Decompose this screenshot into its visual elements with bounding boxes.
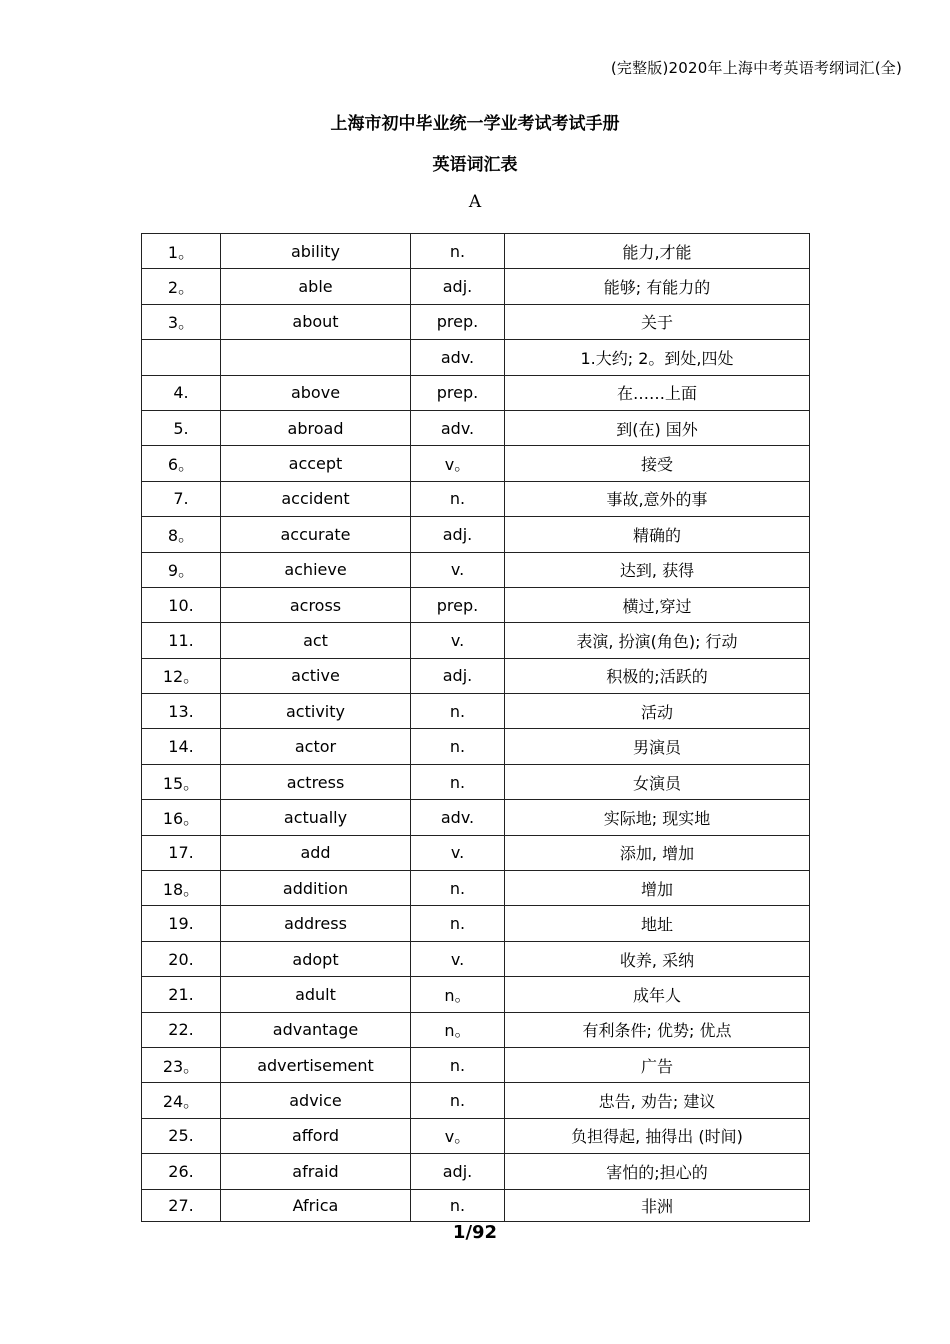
part-of-speech: v. [411, 623, 505, 658]
table-row [142, 446, 810, 481]
definition: 事故,意外的事 [505, 481, 810, 516]
definition: 地址 [505, 906, 810, 941]
part-of-speech: v. [411, 835, 505, 870]
part-of-speech: adj. [411, 658, 505, 693]
part-of-speech: adv. [411, 340, 505, 375]
table-row [142, 1012, 810, 1047]
table-row [142, 977, 810, 1012]
entry-number: 18。 [142, 871, 221, 906]
definition: 到(在) 国外 [505, 410, 810, 445]
definition: 接受 [505, 446, 810, 481]
definition: 积极的;活跃的 [505, 658, 810, 693]
word: about [221, 304, 411, 339]
word [221, 340, 411, 375]
table-row [142, 658, 810, 693]
word: abroad [221, 410, 411, 445]
word: address [221, 906, 411, 941]
word: actually [221, 800, 411, 835]
vocabulary-table [141, 233, 810, 1222]
part-of-speech: n. [411, 1083, 505, 1118]
word: ability [221, 234, 411, 269]
word: accurate [221, 517, 411, 552]
table-row [142, 800, 810, 835]
entry-number: 4. [142, 375, 221, 410]
definition: 关于 [505, 304, 810, 339]
part-of-speech: n. [411, 729, 505, 764]
word: activity [221, 694, 411, 729]
table-row [142, 481, 810, 516]
entry-number: 21. [142, 977, 221, 1012]
definition: 实际地; 现实地 [505, 800, 810, 835]
table-row [142, 871, 810, 906]
definition: 能力,才能 [505, 234, 810, 269]
table-row [142, 729, 810, 764]
word: accept [221, 446, 411, 481]
definition: 达到, 获得 [505, 552, 810, 587]
entry-number: 11. [142, 623, 221, 658]
definition: 横过,穿过 [505, 587, 810, 622]
entry-number: 19. [142, 906, 221, 941]
word: advantage [221, 1012, 411, 1047]
table-row [142, 694, 810, 729]
definition: 有利条件; 优势; 优点 [505, 1012, 810, 1047]
part-of-speech: prep. [411, 304, 505, 339]
definition: 表演, 扮演(角色); 行动 [505, 623, 810, 658]
part-of-speech: v. [411, 941, 505, 976]
word: act [221, 623, 411, 658]
part-of-speech: prep. [411, 375, 505, 410]
entry-number: 16。 [142, 800, 221, 835]
entry-number: 13. [142, 694, 221, 729]
entry-number: 10. [142, 587, 221, 622]
entry-number: 14. [142, 729, 221, 764]
definition: 收养, 采纳 [505, 941, 810, 976]
part-of-speech: n. [411, 694, 505, 729]
entry-number: 7. [142, 481, 221, 516]
table-row [142, 1118, 810, 1153]
word: advertisement [221, 1047, 411, 1082]
table-row [142, 1047, 810, 1082]
part-of-speech: n。 [411, 977, 505, 1012]
table-row [142, 835, 810, 870]
definition: 1.大约; 2。到处,四处 [505, 340, 810, 375]
word: afford [221, 1118, 411, 1153]
part-of-speech: v。 [411, 1118, 505, 1153]
word: Africa [221, 1189, 411, 1221]
entry-number: 12。 [142, 658, 221, 693]
word: achieve [221, 552, 411, 587]
definition: 害怕的;担心的 [505, 1154, 810, 1189]
part-of-speech: adj. [411, 1154, 505, 1189]
word: actor [221, 729, 411, 764]
word: advice [221, 1083, 411, 1118]
word: above [221, 375, 411, 410]
entry-number: 20. [142, 941, 221, 976]
word: addition [221, 871, 411, 906]
word: active [221, 658, 411, 693]
table-row [142, 1189, 810, 1221]
entry-number: 2。 [142, 269, 221, 304]
vocabulary-table-body [142, 234, 810, 1222]
section-letter: A [468, 192, 482, 212]
entry-number: 3。 [142, 304, 221, 339]
entry-number: 22. [142, 1012, 221, 1047]
entry-number: 17. [142, 835, 221, 870]
entry-number: 8。 [142, 517, 221, 552]
part-of-speech: adv. [411, 410, 505, 445]
entry-number: 1。 [142, 234, 221, 269]
definition: 忠告, 劝告; 建议 [505, 1083, 810, 1118]
definition: 非洲 [505, 1189, 810, 1221]
entry-number: 24。 [142, 1083, 221, 1118]
part-of-speech: adv. [411, 800, 505, 835]
table-row [142, 941, 810, 976]
definition: 精确的 [505, 517, 810, 552]
part-of-speech: prep. [411, 587, 505, 622]
part-of-speech: n。 [411, 1012, 505, 1047]
table-row [142, 764, 810, 799]
table-row [142, 623, 810, 658]
definition: 成年人 [505, 977, 810, 1012]
word: adopt [221, 941, 411, 976]
part-of-speech: v。 [411, 446, 505, 481]
table-row [142, 234, 810, 269]
entry-number: 27. [142, 1189, 221, 1221]
entry-number: 15。 [142, 764, 221, 799]
definition: 活动 [505, 694, 810, 729]
definition: 男演员 [505, 729, 810, 764]
part-of-speech: v. [411, 552, 505, 587]
definition: 在……上面 [505, 375, 810, 410]
word: able [221, 269, 411, 304]
definition: 负担得起, 抽得出 (时间) [505, 1118, 810, 1153]
entry-number: 23。 [142, 1047, 221, 1082]
page-number: 1/92 [452, 1222, 498, 1243]
part-of-speech: n. [411, 234, 505, 269]
part-of-speech: n. [411, 1189, 505, 1221]
word: accident [221, 481, 411, 516]
table-row [142, 269, 810, 304]
part-of-speech: n. [411, 481, 505, 516]
entry-number: 6。 [142, 446, 221, 481]
running-header: (完整版)2020年上海中考英语考纲词汇(全) [610, 59, 902, 77]
word: adult [221, 977, 411, 1012]
document-title: 上海市初中毕业统一学业考试考试手册 [330, 114, 620, 134]
word: across [221, 587, 411, 622]
entry-number [142, 340, 221, 375]
word: actress [221, 764, 411, 799]
part-of-speech: n. [411, 1047, 505, 1082]
table-row [142, 304, 810, 339]
part-of-speech: n. [411, 906, 505, 941]
definition: 广告 [505, 1047, 810, 1082]
entry-number: 25. [142, 1118, 221, 1153]
entry-number: 5. [142, 410, 221, 445]
entry-number: 9。 [142, 552, 221, 587]
table-row [142, 340, 810, 375]
entry-number: 26. [142, 1154, 221, 1189]
part-of-speech: adj. [411, 269, 505, 304]
definition: 女演员 [505, 764, 810, 799]
document-subtitle: 英语词汇表 [432, 155, 518, 175]
table-row [142, 587, 810, 622]
definition: 增加 [505, 871, 810, 906]
table-row [142, 552, 810, 587]
table-row [142, 517, 810, 552]
word: afraid [221, 1154, 411, 1189]
part-of-speech: n. [411, 871, 505, 906]
definition: 添加, 增加 [505, 835, 810, 870]
table-row [142, 906, 810, 941]
table-row [142, 375, 810, 410]
table-row [142, 410, 810, 445]
word: add [221, 835, 411, 870]
part-of-speech: adj. [411, 517, 505, 552]
part-of-speech: n. [411, 764, 505, 799]
definition: 能够; 有能力的 [505, 269, 810, 304]
table-row [142, 1083, 810, 1118]
table-row [142, 1154, 810, 1189]
